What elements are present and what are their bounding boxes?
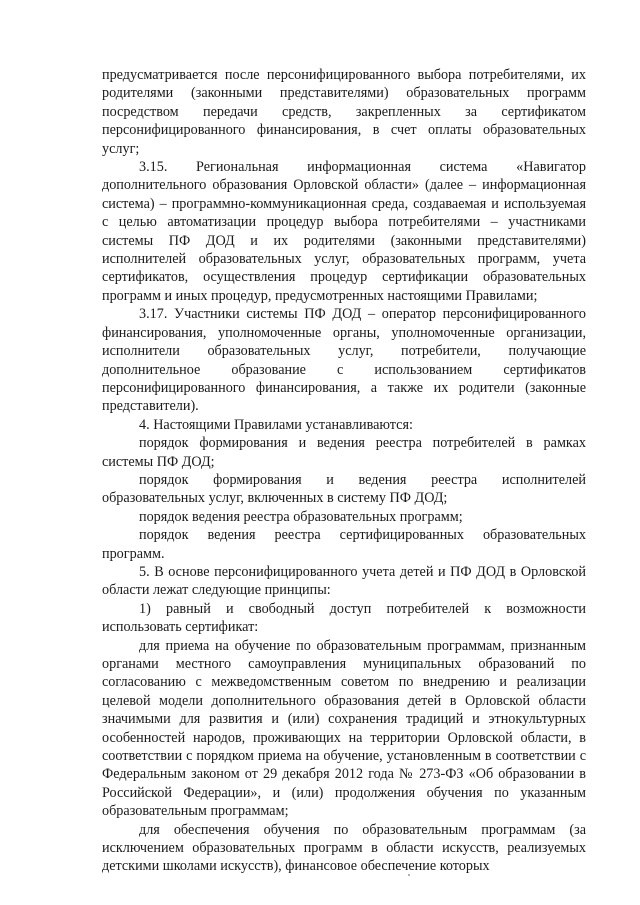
paragraph-3-17: 3.17. Участники системы ПФ ДОД – оператор персонифицированного финансирования, уполномоченные органы, уполномоченные организации, исполнители образовательных услуг, потребители, получающие дополнительное образование с использованием сертификатов персонифицированного финансирования, а также их родители (законные представители). — [102, 306, 586, 415]
list-item: порядок ведения реестра образовательных программ; — [139, 508, 463, 525]
document-body — [102, 66, 586, 876]
paragraph-5: 5. В основе персонифицированного учета детей и ПФ ДОД в Орловской области лежат следующие принципы: — [102, 563, 586, 599]
paragraph-4: 4. Настоящими Правилами устанавливаются: — [139, 416, 413, 433]
paragraph-3-15: 3.15. Региональная информационная система «Навигатор дополнительного образования Орловской области» (далее – информационная система) – программно-коммуникационная среда, создаваемая и используемая с целью автоматизации процедур выбора потребителями – участниками системы ПФ ДОД и их родителями (законными представителями) исполнителей образовательных услуг, образовательных программ, учета сертификатов, осуществления процедур сертификации образовательных программ и иных процедур, предусмотренных настоящими Правилами; — [102, 159, 586, 304]
list-item: для приема на обучение по образовательным программам, признанным органами местного самоуправления муниципальных образований по согласованию с межведомственным советом по внедрению и реализации целевой модели дополнительного образования детей в Орловской области значимыми для развития и (или) сохранения традиций и этнокультурных особенностей народов, проживающих на территории Орловской области, в соответствии с порядком приема на обучение, установленным в соответствии с Федеральным законом от 29 декабря 2012 года № 273-ФЗ «Об образовании в Российской Федерации», и (или) продолжения обучения по указанным образовательным программам; — [102, 637, 586, 820]
list-item: порядок ведения реестра сертифицированных образовательных программ. — [102, 527, 586, 562]
list-item: порядок формирования и ведения реестра потребителей в рамках системы ПФ ДОД; — [102, 435, 586, 470]
scan-speck — [408, 874, 410, 876]
list-item: порядок формирования и ведения реестра исполнителей образовательных услуг, включенных в систему ПФ ДОД; — [102, 471, 586, 507]
paragraph-continuation: предусматривается после персонифицированного выбора потребителями, их родителями (законными представителями) образовательных программ посредством передачи средств, закрепленных за сертификатом персонифицированного финансирования, в счет оплаты образовательных услуг; — [102, 67, 586, 157]
principle-1: 1) равный и свободный доступ потребителей к возможности использовать сертификат: — [102, 600, 586, 636]
list-item: для обеспечения обучения по образовательным программам (за исключением образовательных программ в области искусств, реализуемых детскими школами искусств), финансовое обеспечение которых — [102, 821, 586, 875]
